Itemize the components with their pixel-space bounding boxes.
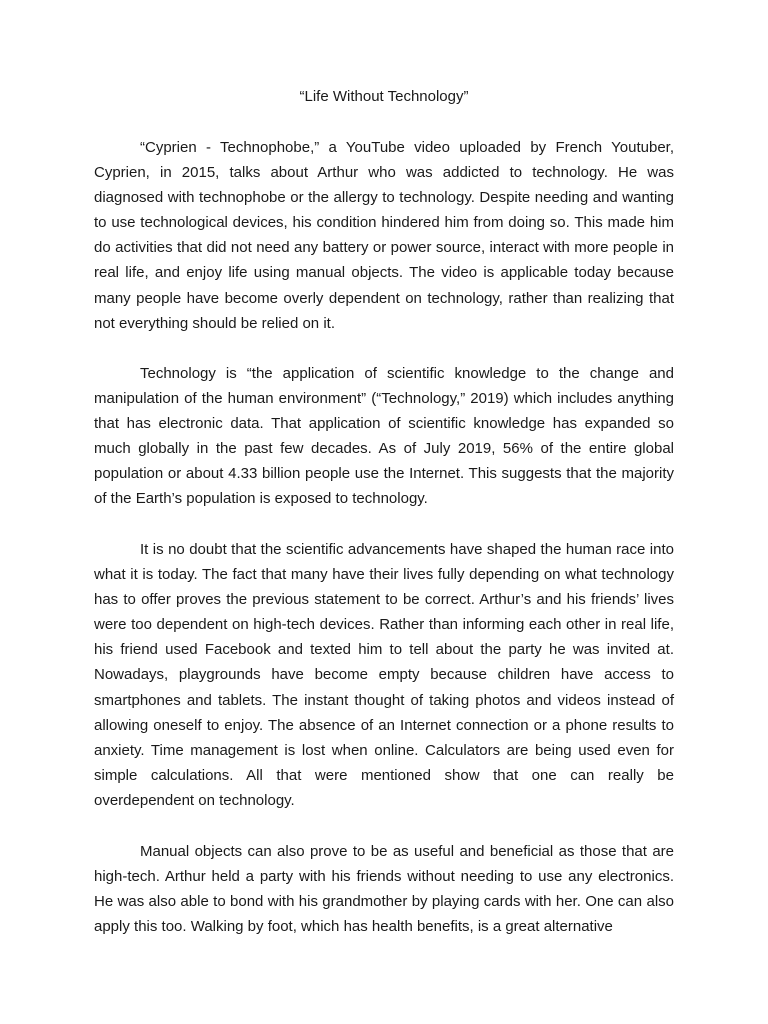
paragraph-manual-objects: Manual objects can also prove to be as useful and beneficial as those that are high-tech. Arthur held a party with his friends without needing to use any electronics. He was also able to bond with his grandmother by playing cards with her. One can also apply this too. Walking by foot, which has health benefits, is a great alternative <box>94 843 674 936</box>
paragraph-intro: “Cyprien - Technophobe,” a YouTube video uploaded by French Youtuber, Cyprien, in 2015, talks about Arthur who was addicted to technology. He was diagnosed with technophobe or the allergy to technology. Despite needing and wanting to use technological devices, his condition hindered him from doing so. This made him do activities that did not need any battery or power source, interact with more people in real life, and enjoy life using manual objects. The video is applicable today because many people have become overly dependent on technology, rather than realizing that not everything should be relied on it. <box>94 139 674 332</box>
paragraph-dependence: It is no doubt that the scientific advancements have shaped the human race into what it is today. The fact that many have their lives fully depending on what technology has to offer proves the previous statement to be correct. Arthur’s and his friends’ lives were too dependent on high-tech devices. Rather than informing each other in real life, his friend used Facebook and texted him to tell about the party he was invited at. Nowadays, playgrounds have become empty because children have access to smartphones and tablets. The instant thought of taking photos and videos instead of allowing oneself to enjoy. The absence of an Internet connection or a phone results to anxiety. Time management is lost when online. Calculators are being used even for simple calculations. All that were mentioned show that one can really be overdependent on technology. <box>94 541 674 809</box>
paragraph-definition: Technology is “the application of scientific knowledge to the change and manipulation of the human environment” (“Technology,” 2019) which includes anything that has electronic data. That application of scientific knowledge has expanded so much globally in the past few decades. As of July 2019, 56% of the entire global population or about 4.33 billion people use the Internet. This suggests that the majority of the Earth’s population is exposed to technology. <box>94 365 674 508</box>
document-title: “Life Without Technology” <box>299 88 469 105</box>
